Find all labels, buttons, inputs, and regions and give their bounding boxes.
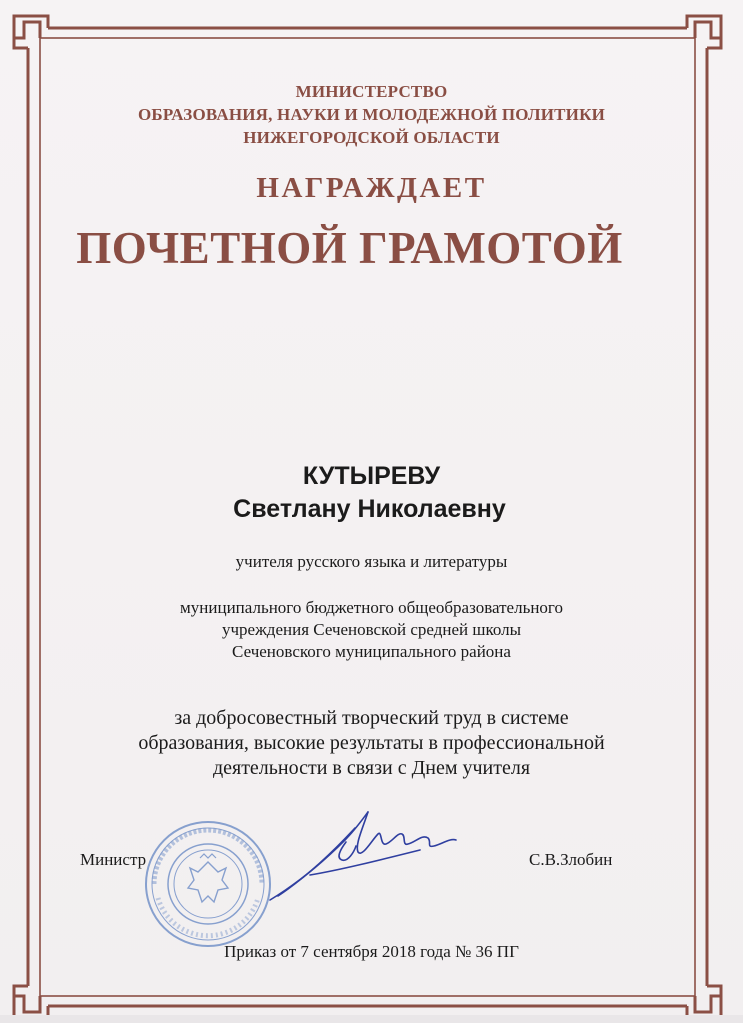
institution-line: учреждения Сеченовской средней школы <box>221 620 522 639</box>
reason-line: образования, высокие результаты в профессиональной <box>138 732 605 754</box>
reason-line: деятельности в связи с Днем учителя <box>212 757 531 779</box>
order-reference: Приказ от 7 сентября 2018 года № 36 ПГ <box>224 942 519 961</box>
reason-line: за добросовестный творческий труд в системе <box>174 707 569 729</box>
signature <box>250 800 470 910</box>
ministry-line: НИЖЕГОРОДСКОЙ ОБЛАСТИ <box>243 128 500 147</box>
signatory-title: Министр <box>80 850 147 869</box>
recipient-given-names: Светлану Николаевну <box>233 495 506 523</box>
ministry-line: ОБРАЗОВАНИЯ, НАУКИ И МОЛОДЕЖНОЙ ПОЛИТИКИ <box>137 105 606 124</box>
institution-line: муниципального бюджетного общеобразовательного <box>180 598 563 617</box>
signatory-name: С.В.Злобин <box>529 850 613 869</box>
award-reason <box>0 706 743 781</box>
ministry-name <box>0 80 743 149</box>
scan-edge <box>0 1015 743 1023</box>
ministry-line: МИНИСТЕРСТВО <box>295 82 448 101</box>
awards-heading: НАГРАЖДАЕТ <box>256 172 487 204</box>
institution-line: Сеченовского муниципального района <box>232 642 511 661</box>
recipient-position: учителя русского языка и литературы <box>235 552 508 571</box>
recipient-surname: КУТЫРЕВУ <box>302 462 441 490</box>
award-title: ПОЧЕТНОЙ ГРАМОТОЙ <box>76 223 623 273</box>
recipient-institution <box>0 597 743 663</box>
